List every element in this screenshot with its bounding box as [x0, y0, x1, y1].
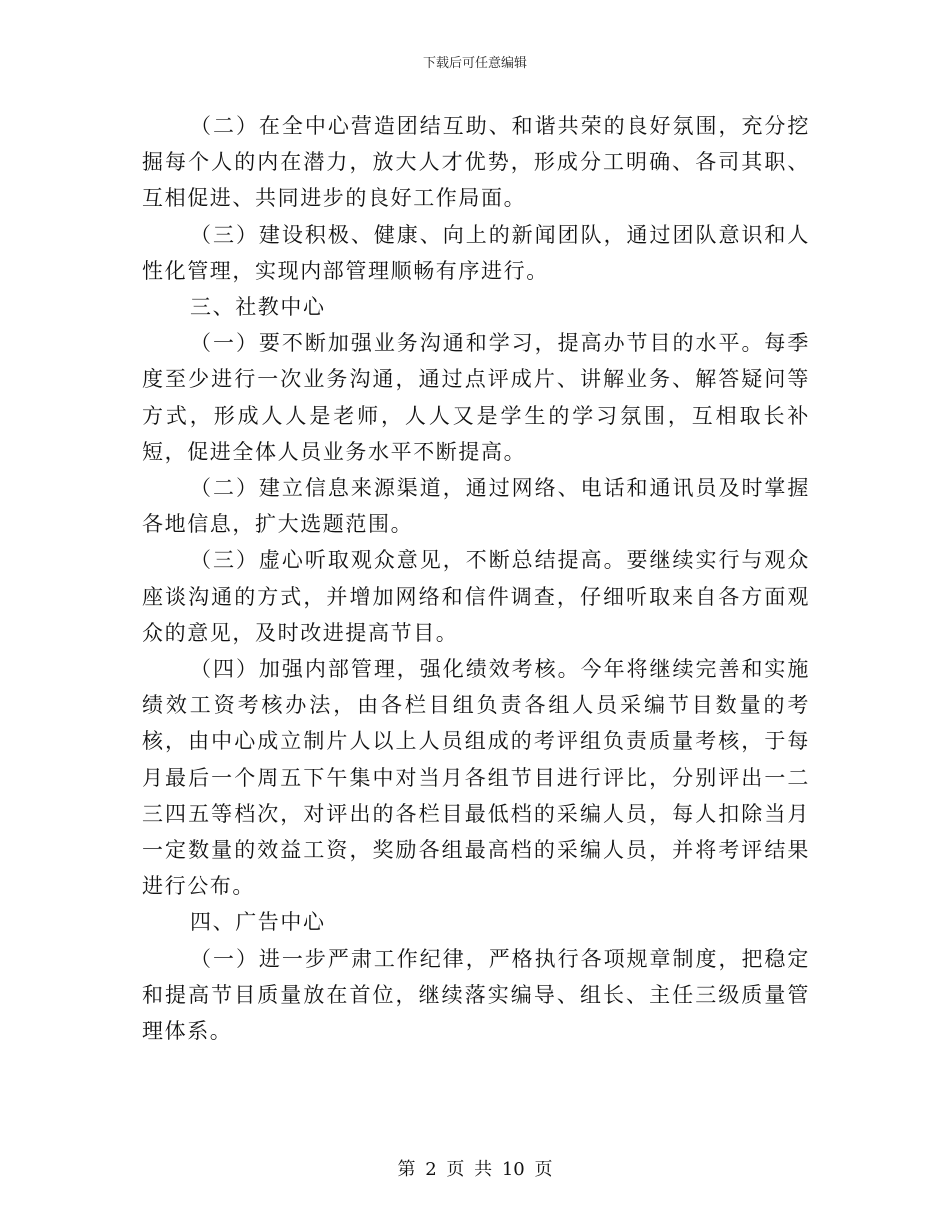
document-body — [142, 108, 810, 1049]
page-number-footer: 第 2 页 共 10 页 — [397, 1159, 553, 1180]
section-heading-advertising: 四、广告中心 — [190, 910, 326, 935]
paragraph-news-team: （三）建设积极、健康、向上的新闻团队，通过团队意识和人性化管理，实现内部管理顺畅有序进行。 — [142, 222, 810, 283]
page-header-note: 下载后可任意编辑 — [422, 56, 527, 71]
paragraph-information-channels: （二）建立信息来源渠道，通过网络、电话和通讯员及时掌握各地信息，扩大选题范围。 — [142, 476, 810, 537]
paragraph-performance-assessment: （四）加强内部管理，强化绩效考核。今年将继续完善和实施绩效工资考核办法，由各栏目组负责各组人员采编节目数量的考核，由中心成立制片人以上人员组成的考评组负责质量考核，于每月最后一个周五下午集中对当月各组节目进行评比，分别评出一二三四五等档次，对评出的各栏目最低档的采编人员，每人扣除当月一定数量的效益工资，奖励各组最高档的采编人员，并将考评结果进行公布。 — [142, 657, 810, 899]
paragraph-audience-feedback: （三）虚心听取观众意见，不断总结提高。要继续实行与观众座谈沟通的方式，并增加网络和信件调查，仔细听取来自各方面观众的意见，及时改进提高节目。 — [142, 548, 810, 645]
paragraph-team-atmosphere: （二）在全中心营造团结互助、和谐共荣的良好氛围，充分挖掘每个人的内在潜力，放大人才优势，形成分工明确、各司其职、互相促进、共同进步的良好工作局面。 — [142, 114, 810, 211]
paragraph-business-communication: （一）要不断加强业务沟通和学习，提高办节目的水平。每季度至少进行一次业务沟通，通过点评成片、讲解业务、解答疑问等方式，形成人人是老师，人人又是学生的学习氛围，互相取长补短，促进全体人员业务水平不断提高。 — [142, 331, 810, 464]
paragraph-work-discipline: （一）进一步严肃工作纪律，严格执行各项规章制度，把稳定和提高节目质量放在首位，继续落实编导、组长、主任三级质量管理体系。 — [142, 946, 810, 1044]
section-heading-social-education: 三、社教中心 — [190, 295, 326, 320]
